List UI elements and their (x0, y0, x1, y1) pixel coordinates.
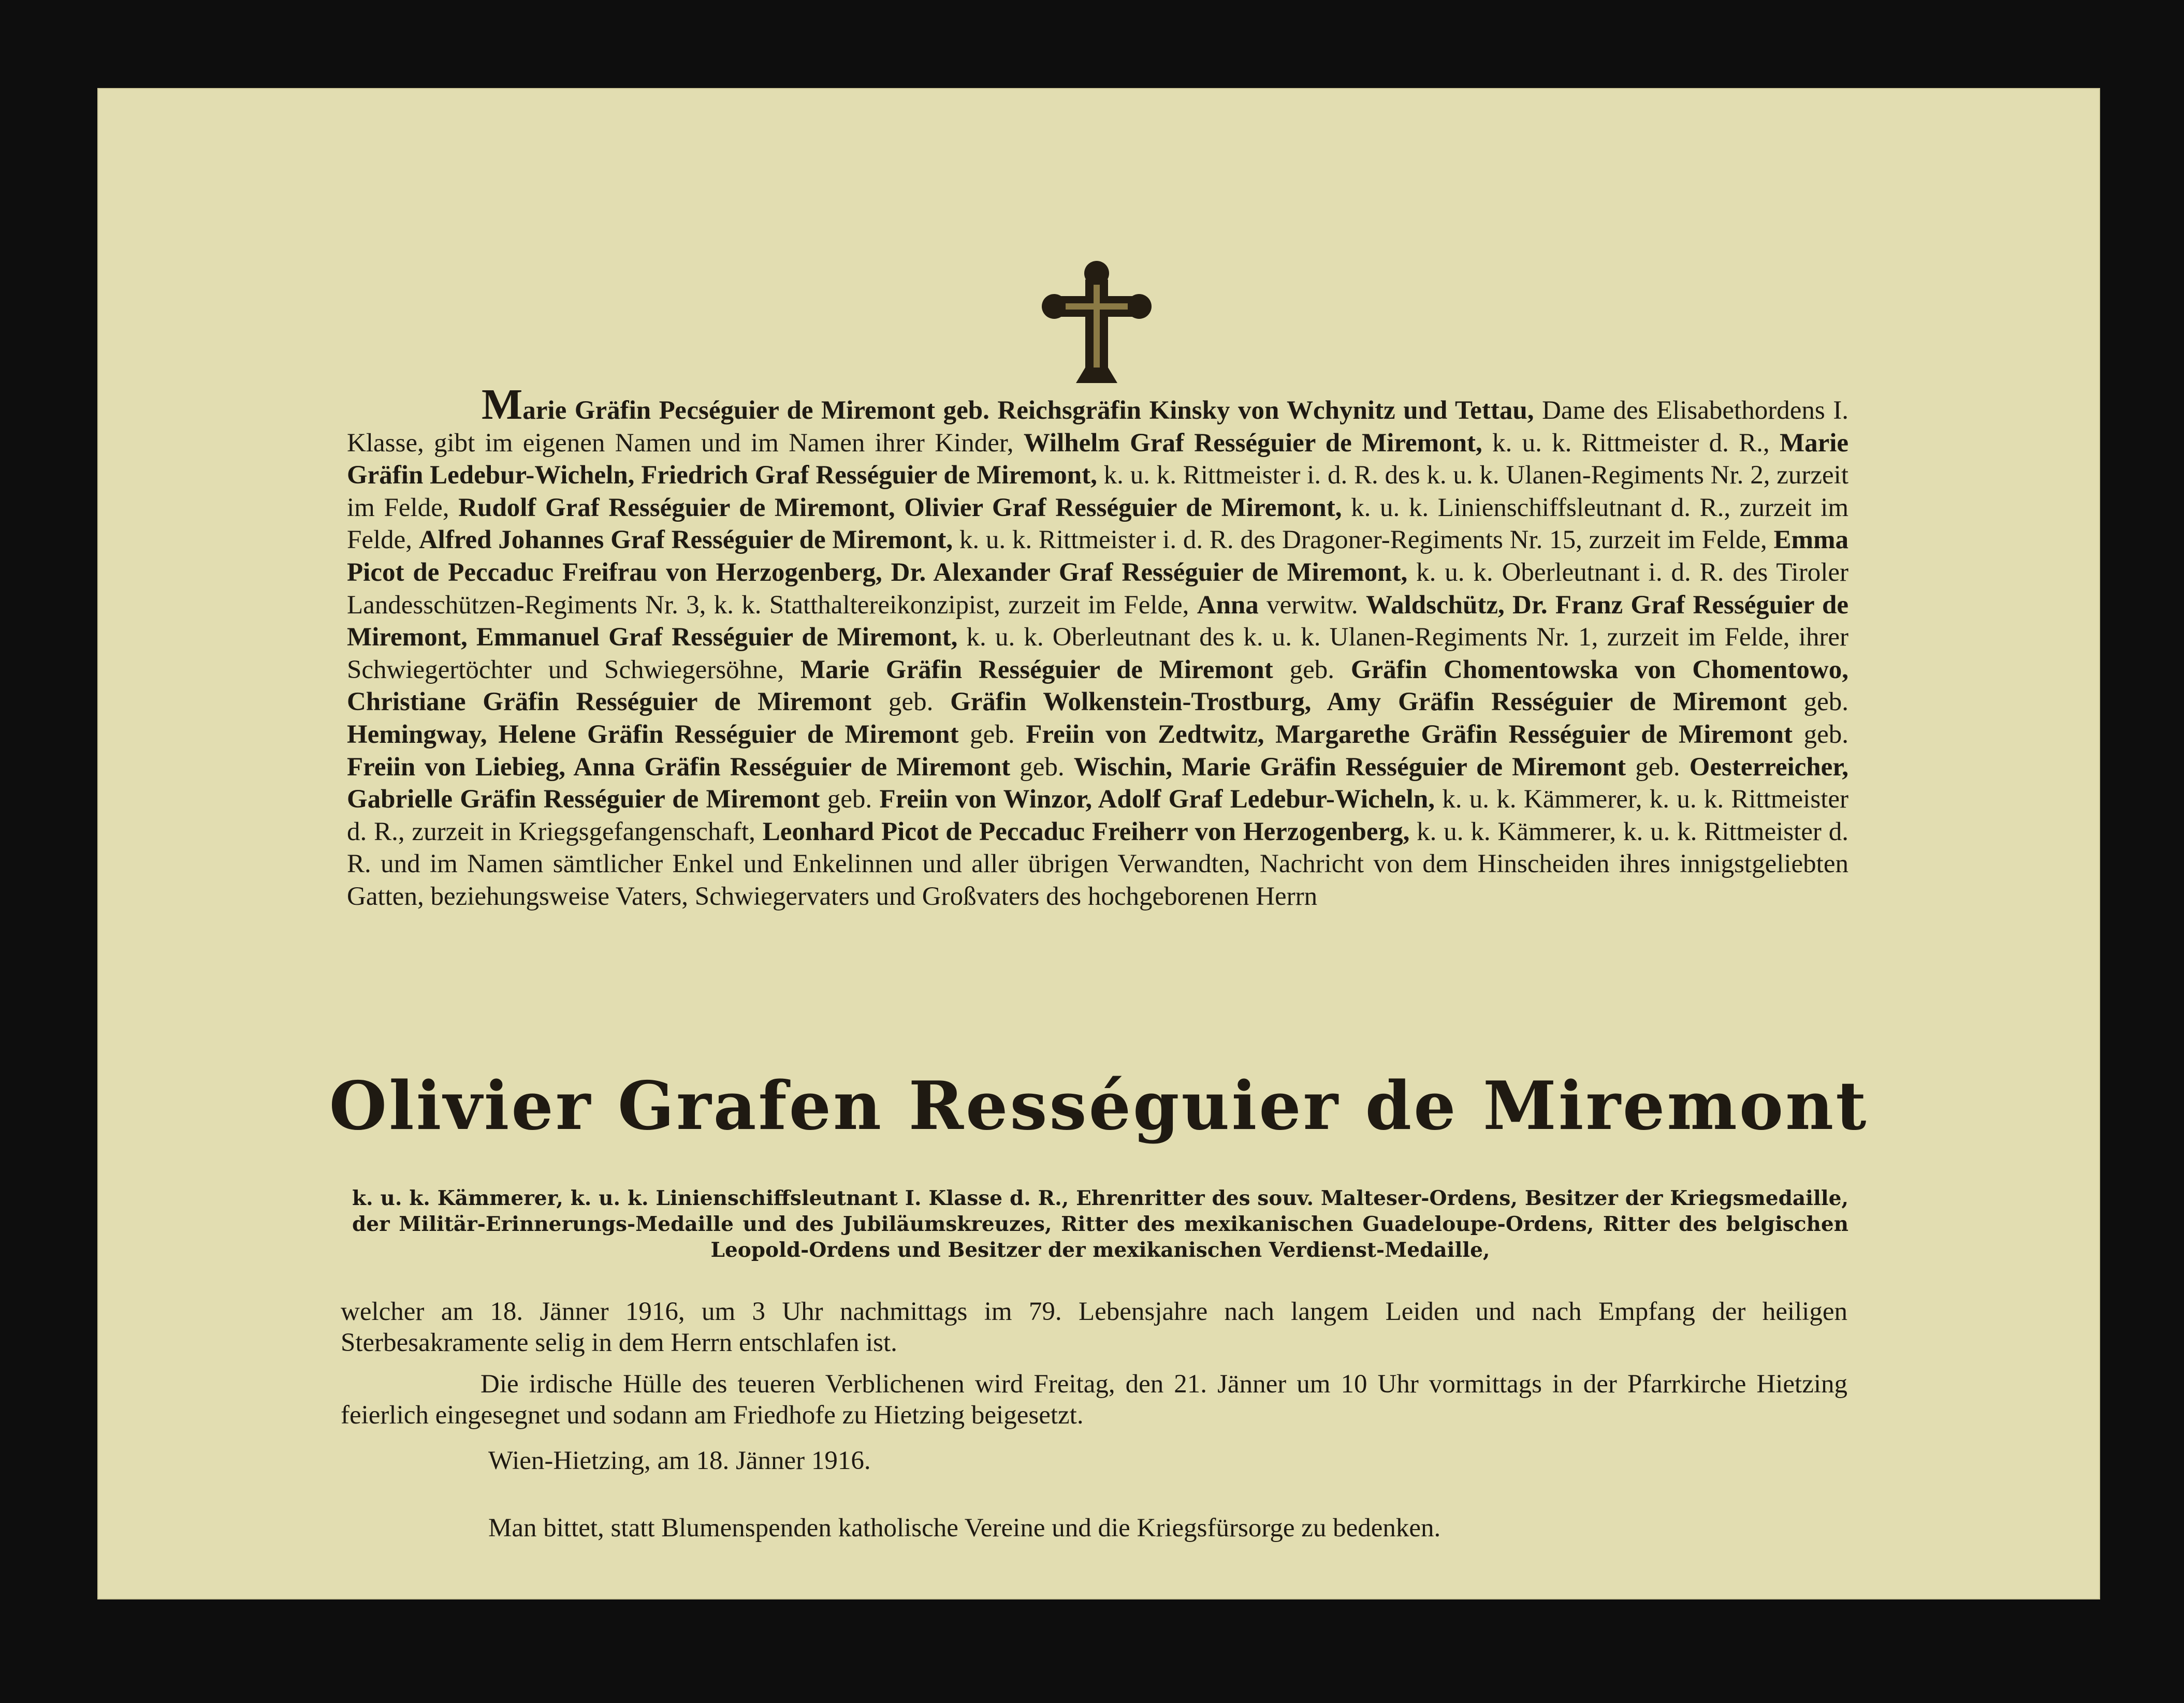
text-segment: geb. (871, 687, 951, 717)
text-segment: geb. (1010, 752, 1074, 782)
death-paragraph: welcher am 18. Jänner 1916, um 3 Uhr nachmittags im 79. Lebensjahre nach langem Leiden und nach Empfang der heiligen Sterbesakramente selig in dem Herrn entschlafen ist. (341, 1297, 1847, 1357)
announcement-text (347, 396, 1848, 911)
deceased-titles: k. u. k. Kämmerer, k. u. k. Linienschiffsleutnant I. Klasse d. R., Ehrenritter des souv. Malteser-Ordens, Besitzer der Kriegsmedaille, der Militär-Erinnerungs-Medaille und des Jubiläumskreuzes, Ritter des mexikanischen Guadeloupe-Ordens, Ritter des belgischen Leopold-Ordens und Besitzer der mexikanischen Verdienst-Medaille, (352, 1186, 1848, 1262)
text-segment: geb. (1786, 687, 1848, 717)
text-segment: k. u. k. Kämmerer, k. u. k. Rittmeister d. R., zurzeit in Kriegsgefangenschaft, (347, 785, 1848, 846)
name-segment: Gräfin Chomentowska von Chomentowo, Christiane Gräfin Rességuier de Miremont (347, 655, 1848, 717)
name-segment: Freiin von Zedtwitz, Margarethe Gräfin Rességuier de Miremont (1026, 720, 1793, 749)
name-segment: Hemingway, Helene Gräfin Rességuier de Miremont (347, 720, 959, 749)
name-segment: Oesterreicher, Gabrielle Gräfin Rességuier de Miremont (347, 752, 1849, 814)
text-segment: geb. (1273, 655, 1351, 684)
announcement-paragraph (347, 380, 1849, 913)
name-segment: arie Gräfin Ресséguier de Miremont geb. Reichsgräfin Kinsky von Wchynitz und Tettau, (522, 396, 1534, 425)
burial-paragraph: Die irdische Hülle des teueren Verblichenen wird Freitag, den 21. Jänner um 10 Uhr vormittags in der Pfarrkirche Hietzing feierlich eingesegnet und sodann am Friedhofe zu Hietzing beigesetzt. (341, 1370, 1847, 1430)
name-segment: Freiin von Winzor, Adolf Graf Ledebur-Wicheln, (879, 785, 1435, 814)
text-segment: geb. (820, 785, 880, 814)
name-segment: Wilhelm Graf Rességuier de Miremont, (1023, 428, 1482, 458)
name-segment: Leonhard Picot de Peccaduc Freiherr von Herzogenberg, (762, 817, 1410, 846)
text-segment: k. u. k. Kämmerer, k. u. k. Rittmeister d. R. und im Namen sämtlicher Enkel und Enkelinnen und aller übrigen Verwandten, Nachricht von dem Hinscheiden ihres innigstgeliebten Gatten, beziehungsweise Vaters, Schwiegervaters und Großvaters des hochgeborenen Herrn (347, 817, 1848, 911)
text-segment: Dame des Elisabethordens I. Klasse, gibt im eigenen Namen und im Namen ihrer Kinder, (347, 396, 1848, 458)
deceased-name: Olivier Grafen Rességuier de Miremont (329, 1067, 1869, 1145)
place-date-line: Wien-Hietzing, am 18. Jänner 1916. (488, 1446, 871, 1475)
name-segment: Wischin, Marie Gräfin Rességuier de Miremont (1073, 752, 1626, 782)
text-segment: k. u. k. Rittmeister i. d. R. des Dragoner-Regiments Nr. 15, zurzeit im Felde, (953, 525, 1774, 555)
cross-icon (1040, 259, 1154, 388)
text-segment: geb. (1792, 720, 1848, 749)
name-segment: Freiin von Liebieg, Anna Gräfin Rességuier de Miremont (347, 752, 1011, 782)
text-segment: k. u. k. Oberleutnant des k. u. k. Ulanen-Regiments Nr. 1, zurzeit im Felde, ihrer Schwiegertöchter und Schwiegersöhne, (347, 623, 1848, 684)
name-segment: Alfred Johannes Graf Rességuier de Miremont, (418, 525, 953, 555)
text-segment: k. u. k. Linienschiffsleutnant d. R., zurzeit im Felde, (347, 493, 1849, 555)
name-segment: Marie Gräfin Ledebur-Wicheln, Friedrich Graf Rességuier de Miremont, (347, 428, 1849, 490)
text-segment: k. u. k. Rittmeister d. R., (1482, 428, 1780, 458)
death-notice-sheet (97, 88, 2100, 1599)
name-segment: Marie Gräfin Rességuier de Miremont (800, 655, 1273, 684)
request-note: Man bittet, statt Blumenspenden katholische Vereine und die Kriegsfürsorge zu bedenken. (488, 1514, 1441, 1543)
name-segment: Gräfin Wolkenstein-Trostburg, Amy Gräfin Rességuier de Miremont (950, 687, 1787, 717)
text-segment: k. u. k. Oberleutnant i. d. R. des Tiroler Landesschützen-Regiments Nr. 3, k. k. Statthaltereikonzipist, zurzeit im Felde, (347, 557, 1849, 620)
name-segment: Rudolf Graf Rességuier de Miremont, Olivier Graf Rességuier de Miremont, (458, 493, 1342, 522)
name-segment: Anna (1197, 590, 1259, 620)
text-segment: verwitw. (1258, 590, 1366, 620)
text-segment: geb. (1626, 752, 1690, 782)
name-segment: Waldschütz, Dr. Franz Graf Rességuier de Miremont, Emmanuel Graf Rességuier de Miremont, (347, 590, 1848, 652)
initial-letter: M (482, 380, 523, 429)
text-segment: k. u. k. Rittmeister i. d. R. des k. u. k. Ulanen-Regiments Nr. 2, zurzeit im Felde, (347, 461, 1848, 522)
text-segment: geb. (958, 720, 1026, 749)
name-segment: Emma Picot de Peccaduc Freifrau von Herzogenberg, Dr. Alexander Graf Rességuier de Miremont, (347, 525, 1848, 587)
